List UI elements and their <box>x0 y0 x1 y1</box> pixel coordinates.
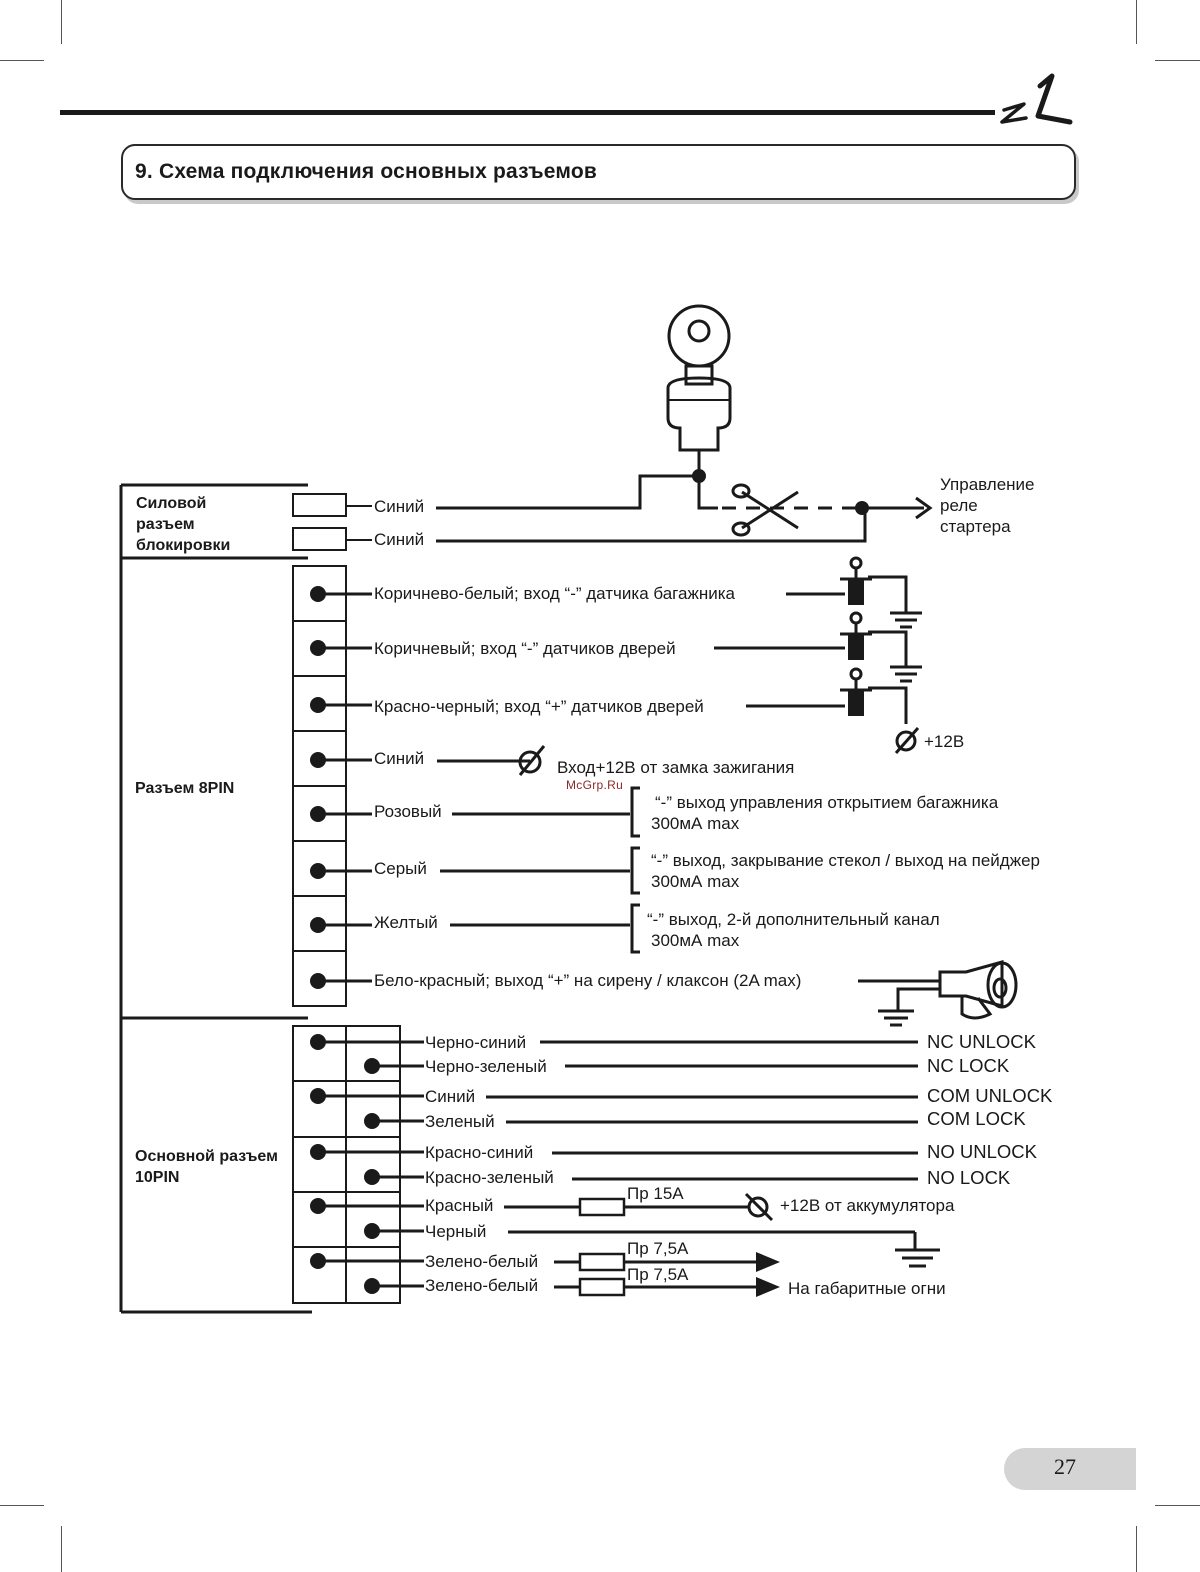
pin8-wire-label: Бело-красный; выход “+” на сирену / клаксон (2A max) <box>374 971 802 990</box>
pin10-wire-label: Зеленый <box>425 1112 495 1131</box>
output-dest: “-” выход, 2-й дополнительный канал <box>647 910 940 929</box>
ground-icon <box>890 613 922 627</box>
power-terminal <box>293 528 346 550</box>
switch-knob <box>851 613 861 623</box>
connector-10pin-name-1: Основной разъем <box>135 1148 278 1165</box>
switch-body <box>848 634 864 660</box>
door-switch-icon <box>840 558 872 605</box>
pin10-wire-label: Черно-синий <box>425 1033 527 1052</box>
door-switch-icon <box>840 613 872 660</box>
power-connector-name-3: блокировки <box>136 537 231 554</box>
pin8-wire-label: Коричневый; вход “-” датчиков дверей <box>374 639 676 658</box>
output-current: 300мА max <box>651 931 740 950</box>
connector-bracket <box>121 485 312 1312</box>
fuse-icon <box>580 1279 624 1295</box>
relay-contact-label: NC UNLOCK <box>927 1031 1036 1052</box>
power-wire-label: Синий <box>374 497 425 516</box>
output-current: 300мА max <box>651 814 740 833</box>
fuse-label: Пр 15А <box>627 1184 684 1203</box>
fuse-marker-icon <box>896 728 918 753</box>
battery-label: +12В от аккумулятора <box>780 1196 955 1215</box>
pin8-wire-label: Серый <box>374 859 427 878</box>
starter-relay-label-2: реле <box>940 496 978 515</box>
pin10-wire-label: Красно-зеленый <box>425 1168 554 1187</box>
output-dest: “-” выход управления открытием багажника <box>655 793 999 812</box>
pin8-wire-label: Красно-черный; вход “+” датчиков дверей <box>374 697 704 716</box>
pins-10pin <box>310 1034 424 1294</box>
fuse-icon <box>580 1254 624 1270</box>
connector-8pin-name: Разъем 8PIN <box>135 780 235 797</box>
pin8-wire-label: Розовый <box>374 802 442 821</box>
door-switches <box>840 558 872 716</box>
relay-contact-label: NO LOCK <box>927 1167 1011 1188</box>
ground-icon <box>890 667 922 681</box>
fuse-icon <box>580 1199 624 1215</box>
section-title: 9. Схема подключения основных разъемов <box>135 160 597 183</box>
output-current: 300мА max <box>651 872 740 891</box>
switch-knob <box>851 669 861 679</box>
ignition-input-label: Вход+12В от замка зажигания <box>557 758 795 777</box>
fuse-marker-icon <box>746 1194 772 1220</box>
power-wire-label: Синий <box>374 530 425 549</box>
relay-contact-label: NO UNLOCK <box>927 1141 1037 1162</box>
watermark: McGrp.Ru <box>566 778 624 792</box>
fuse-label: Пр 7,5А <box>627 1265 689 1284</box>
switch-body <box>848 690 864 716</box>
pin10-wire-label: Красный <box>425 1196 494 1215</box>
pin8-wire-label: Коричнево-белый; вход “-” датчика багажника <box>374 584 735 603</box>
output-dest: “-” выход, закрывание стекол / выход на пейджер <box>651 851 1040 870</box>
page-number: 27 <box>1054 1454 1076 1479</box>
switch-body <box>848 579 864 605</box>
starter-relay-label-1: Управление <box>940 475 1035 494</box>
switch-knob <box>851 558 861 568</box>
pin8-wire-label: Синий <box>374 749 425 768</box>
door-switch-icon <box>840 669 872 716</box>
pin10-wire-label: Черно-зеленый <box>425 1057 547 1076</box>
wires-10pin <box>486 1042 918 1287</box>
plus12-label: +12В <box>924 732 965 751</box>
pin10-wire-label: Красно-синий <box>425 1143 534 1162</box>
relay-contact-label: COM UNLOCK <box>927 1085 1053 1106</box>
scissors-icon <box>733 485 798 535</box>
siren-icon <box>878 962 1016 1025</box>
pin8-wire-label: Желтый <box>374 913 438 932</box>
pin10-wire-label: Зелено-белый <box>425 1276 539 1295</box>
ignition-key-icon <box>668 306 730 482</box>
connector-8pin-block <box>293 566 346 1006</box>
relay-contact-label: COM LOCK <box>927 1108 1026 1129</box>
pin10-wire-label: Синий <box>425 1087 476 1106</box>
starter-relay-label-3: стартера <box>940 517 1011 536</box>
labels <box>135 475 1053 1298</box>
arrow-icon <box>756 1252 780 1297</box>
connector-10pin-name-2: 10PIN <box>135 1169 180 1186</box>
pin10-wire-label: Зелено-белый <box>425 1252 539 1271</box>
power-connector-name-1: Силовой <box>136 495 207 512</box>
relay-contact-label: NC LOCK <box>927 1055 1010 1076</box>
power-connector-name-2: разъем <box>136 516 195 533</box>
ground-icon <box>895 1232 940 1266</box>
parking-lights-label: На габаритные огни <box>788 1279 946 1298</box>
fuse-label: Пр 7,5А <box>627 1239 689 1258</box>
pin10-wire-label: Черный <box>425 1222 487 1241</box>
pins-8pin <box>310 586 372 989</box>
power-terminal <box>293 494 346 516</box>
